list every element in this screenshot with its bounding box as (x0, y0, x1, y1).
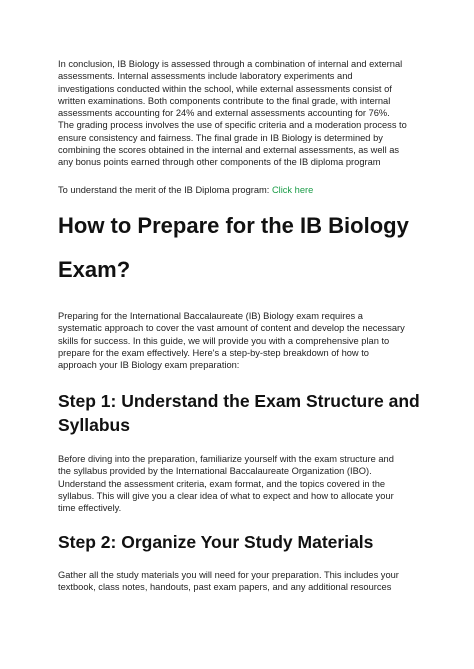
text-line: textbook, class notes, handouts, past exam papers, and any additional resources (58, 582, 392, 593)
text-line: ensure consistency and fairness. The final grade in IB Biology is determined by (58, 132, 383, 143)
step2-heading: Step 2: Organize Your Study Materials (58, 532, 374, 552)
text-line: Gather all the study materials you will need for your preparation. This includes your (58, 570, 399, 580)
click-here-link[interactable]: Click here (271, 185, 314, 195)
text-line: skills for success. In this guide, we will provide you with a comprehensive plan to (58, 335, 390, 346)
merit-text: To understand the merit of the IB Diploma program: (58, 185, 272, 195)
main-heading-line-2: Exam? (58, 257, 131, 282)
step1-paragraph (58, 453, 422, 514)
text-line: any bonus points earned through other components of the IB diploma program (58, 157, 381, 168)
text-line: The grading process involves the use of specific criteria and a moderation process to (58, 120, 407, 131)
merit-paragraph (58, 184, 422, 196)
conclusion-paragraph (58, 58, 422, 169)
text-line: the syllabus provided by the International Baccalaureate Organization (IBO). (58, 466, 372, 477)
main-heading-line-1: How to Prepare for the IB Biology (58, 213, 409, 238)
text-line: time effectively. (58, 503, 122, 514)
step1-heading (58, 389, 422, 437)
text-line: approach your IB Biology exam preparation: (58, 360, 240, 371)
text-line: written examinations. Both components contribute to the final grade, with internal (58, 95, 391, 106)
text-line: In conclusion, IB Biology is assessed through a combination of internal and external (58, 59, 403, 69)
text-line: Before diving into the preparation, familiarize yourself with the exam structure and (58, 454, 394, 464)
step2-paragraph (58, 569, 422, 594)
step1-heading-line-2: Syllabus (58, 415, 130, 435)
text-line: syllabus. This will give you a clear idea of what to expect and how to allocate your (58, 490, 394, 501)
text-line: Preparing for the International Baccalaureate (IB) Biology exam requires a (58, 311, 363, 321)
text-line: assessments. Internal assessments include laboratory experiments and (58, 71, 353, 82)
step1-heading-line-1: Step 1: Understand the Exam Structure and (58, 391, 420, 411)
text-line: Understand the assessment criteria, exam format, and the topics covered in the (58, 478, 386, 489)
intro-paragraph (58, 310, 422, 371)
text-line: combining the scores obtained in the internal and external assessments, as well as (58, 145, 400, 156)
text-line: prepare for the exam effectively. Here's a step-by-step breakdown of how to (58, 347, 369, 358)
text-line: systematic approach to cover the vast amount of content and develop the necessary (58, 323, 405, 334)
text-line: investigations conducted within the school, while external assessments consist of (58, 83, 392, 94)
text-line: assessments accounting for 24% and external assessments accounting for 76%. (58, 108, 390, 119)
